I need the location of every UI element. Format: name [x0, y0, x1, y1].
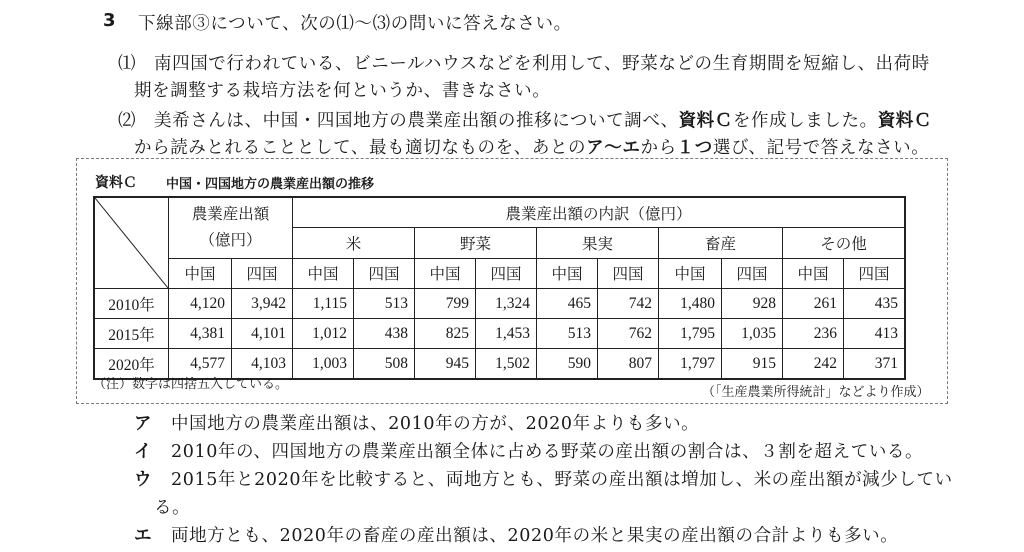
value-cell: 435 [844, 289, 906, 319]
sub2-text: を作成しました。 [732, 111, 878, 131]
choice-key: イ [134, 442, 153, 462]
category-other: その他 [783, 228, 906, 258]
header-breakdown: 農業産出額の内訳（億円） [293, 197, 906, 228]
category-vegetables: 野菜 [415, 228, 537, 258]
value-cell: 590 [537, 349, 598, 380]
value-cell: 4,381 [169, 319, 232, 349]
value-cell: 1,324 [476, 289, 537, 319]
choice-count: １つ [676, 138, 713, 158]
value-cell: 1,795 [659, 319, 722, 349]
value-cell: 915 [722, 349, 783, 380]
choice-text: 2010年の、四国地方の農業産出額全体に占める野菜の産出額の割合は、３割を超えている。 [171, 442, 924, 462]
sub2-label: ⑵ [118, 111, 137, 131]
value-cell: 438 [354, 319, 415, 349]
choice-text-continued: る。 [154, 498, 191, 518]
value-cell: 465 [537, 289, 598, 319]
value-cell: 1,035 [722, 319, 783, 349]
value-cell: 508 [354, 349, 415, 380]
table-note: （注）数字は四捨五入している。 [93, 377, 289, 392]
category-fruit: 果実 [537, 228, 659, 258]
category-rice: 米 [293, 228, 415, 258]
value-cell: 1,502 [476, 349, 537, 380]
value-cell: 807 [598, 349, 659, 380]
value-cell: 513 [354, 289, 415, 319]
choice-key: ア [134, 414, 153, 434]
sub2-text: から読みとれることとして、最も適切なものを、あとの [134, 138, 587, 158]
choice-key: ウ [134, 470, 153, 490]
region-header-shikoku: 四国 [232, 258, 293, 288]
sub1-line1: 南四国で行われている、ビニールハウスなどを利用して、野菜などの生育期間を短縮し、出荷時 [154, 54, 930, 74]
question-number: 3 [103, 10, 116, 31]
choice-key: エ [134, 526, 153, 546]
header-total [169, 197, 293, 258]
choice-text: 両地方とも、2020年の畜産の産出額は、2020年の米と果実の産出額の合計よりも多い。 [171, 526, 899, 546]
value-cell: 3,942 [232, 289, 293, 319]
value-cell: 261 [783, 289, 844, 319]
corner-cell [94, 197, 169, 289]
region-header-shikoku: 四国 [598, 258, 659, 288]
value-cell: 4,577 [169, 349, 232, 380]
category-livestock: 畜産 [659, 228, 783, 258]
region-header-chugoku: 中国 [169, 258, 232, 288]
value-cell: 236 [783, 319, 844, 349]
value-cell: 799 [415, 289, 476, 319]
value-cell: 4,103 [232, 349, 293, 380]
data-table [93, 196, 906, 380]
sub2-line2 [134, 134, 929, 159]
region-header-shikoku: 四国 [722, 258, 783, 288]
material-ref: 資料Ｃ [678, 111, 733, 131]
value-cell: 413 [844, 319, 906, 349]
value-cell: 825 [415, 319, 476, 349]
year-cell: 2020年 [94, 349, 169, 380]
choice-range: ア～エ [586, 138, 641, 158]
value-cell: 742 [598, 289, 659, 319]
diagonal-line [95, 198, 168, 288]
value-cell: 1,003 [293, 349, 354, 380]
material-label: 資料Ｃ [95, 175, 137, 191]
region-header-chugoku: 中国 [783, 258, 844, 288]
region-header-row [94, 258, 905, 288]
region-header-shikoku: 四国 [476, 258, 537, 288]
sub2-text: 美希さんは、中国・四国地方の農業産出額の推移について調べ、 [154, 111, 679, 131]
region-header-chugoku: 中国 [415, 258, 476, 288]
value-cell: 945 [415, 349, 476, 380]
value-cell: 1,797 [659, 349, 722, 380]
sub2-text: から [640, 138, 677, 158]
header-total-line1: 農業産出額 [191, 205, 270, 223]
table-row [94, 289, 905, 319]
region-header-chugoku: 中国 [293, 258, 354, 288]
region-header-shikoku: 四国 [844, 258, 906, 288]
year-cell: 2010年 [94, 289, 169, 319]
region-header-chugoku: 中国 [659, 258, 722, 288]
sub1-label: ⑴ [118, 54, 137, 74]
value-cell: 4,101 [232, 319, 293, 349]
value-cell: 371 [844, 349, 906, 380]
year-cell: 2015年 [94, 319, 169, 349]
value-cell: 1,115 [293, 289, 354, 319]
value-cell: 1,453 [476, 319, 537, 349]
value-cell: 242 [783, 349, 844, 380]
choice-text: 中国地方の農業産出額は、2010年の方が、2020年よりも多い。 [171, 414, 700, 434]
value-cell: 4,120 [169, 289, 232, 319]
table-row [94, 319, 905, 349]
sub1-line2: 期を調整する栽培方法を何というか、書きなさい。 [134, 81, 551, 101]
sub2-text: 選び、記号で答えなさい。 [712, 138, 930, 158]
value-cell: 1,480 [659, 289, 722, 319]
choice-text: 2015年と2020年を比較すると、両地方とも、野菜の産出額は増加し、米の産出額が減少してい [171, 470, 953, 490]
value-cell: 928 [722, 289, 783, 319]
region-header-shikoku: 四国 [354, 258, 415, 288]
value-cell: 762 [598, 319, 659, 349]
question-stem: 下線部③について、次の⑴～⑶の問いに答えなさい。 [138, 14, 572, 34]
material-ref: 資料Ｃ [877, 111, 932, 131]
value-cell: 513 [537, 319, 598, 349]
sub2-line1 [154, 107, 932, 132]
region-header-chugoku: 中国 [537, 258, 598, 288]
header-total-line2: （億円） [199, 231, 262, 249]
table-source: （「生産農業所得統計」などより作成） [702, 385, 930, 400]
material-title: 中国・四国地方の農業産出額の推移 [166, 177, 375, 192]
value-cell: 1,012 [293, 319, 354, 349]
